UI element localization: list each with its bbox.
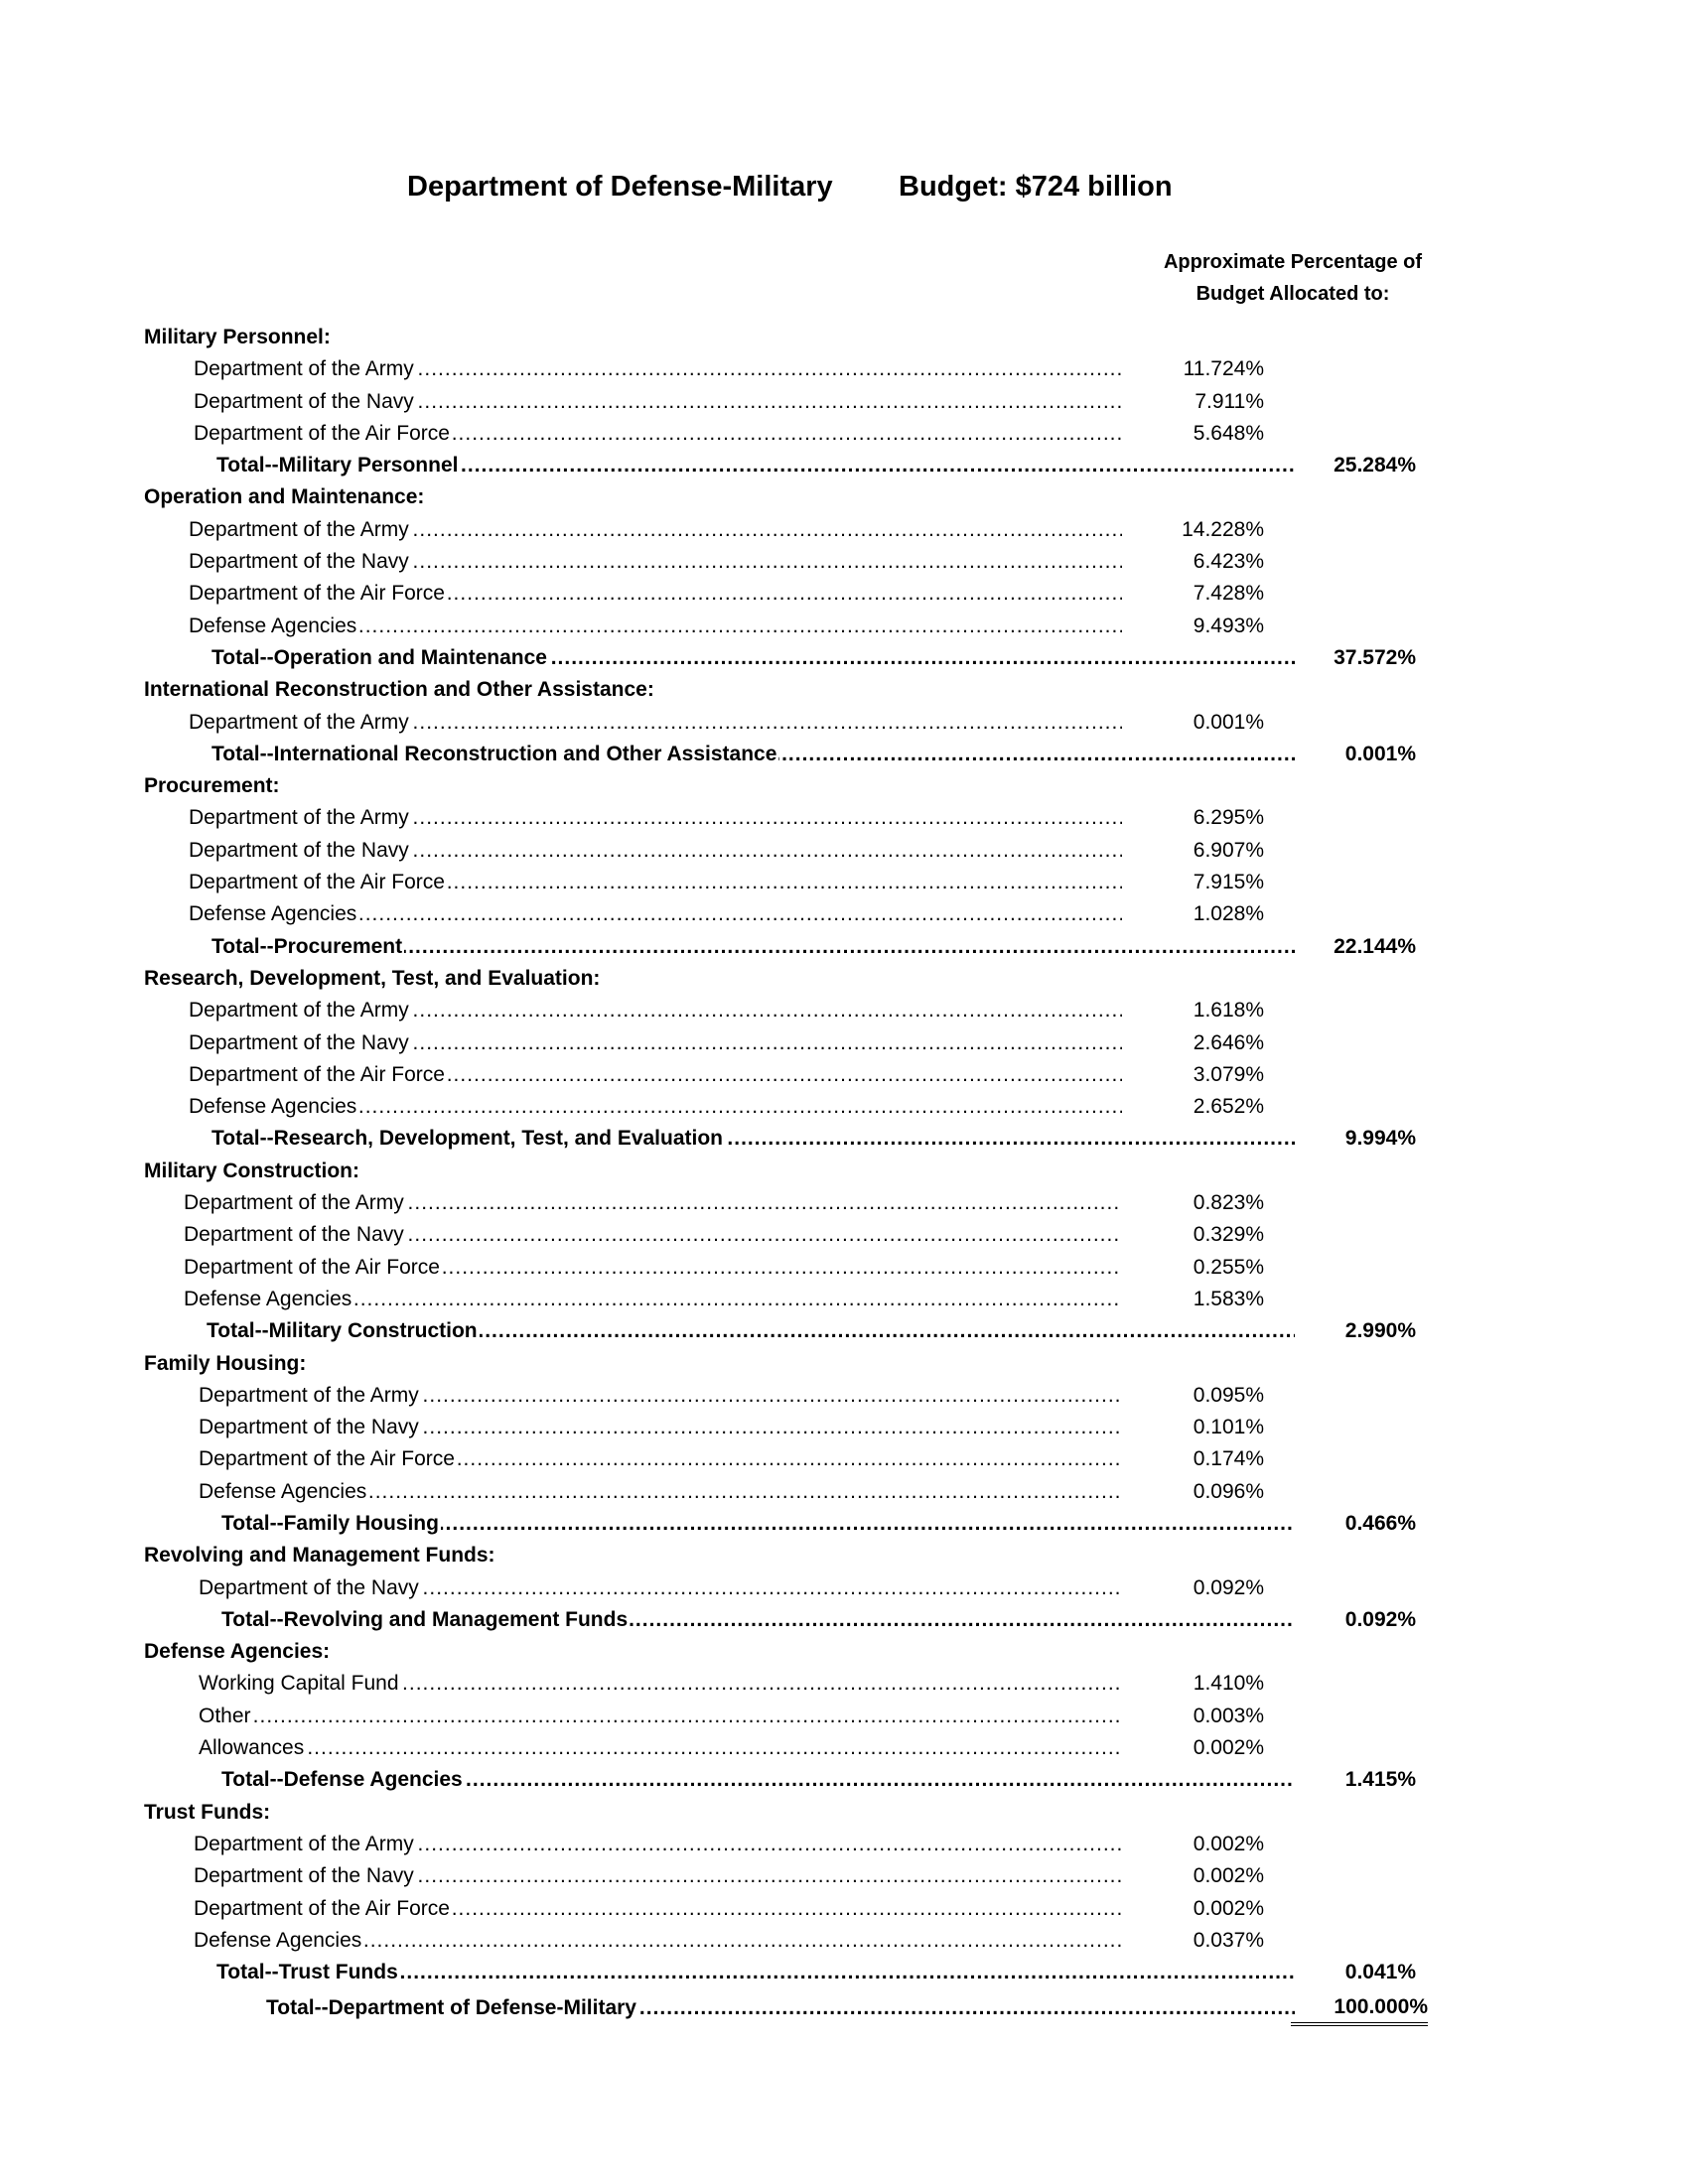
section-total-value: 37.572% [1334, 645, 1416, 669]
line-item-label [189, 898, 1122, 930]
line-item-label [189, 578, 1122, 610]
line-item-label [194, 1829, 1122, 1860]
line-item-percentage: 0.002% [1193, 1736, 1264, 1760]
section-heading: Procurement: [144, 774, 280, 798]
section-heading-row [0, 1348, 1688, 1380]
line-item-text: Defense Agencies [184, 1287, 352, 1310]
line-item-text: Department of the Navy [189, 1030, 409, 1054]
section-total-row [0, 931, 1688, 963]
section-total-value: 0.466% [1344, 1511, 1416, 1535]
line-item-percentage: 0.329% [1193, 1223, 1264, 1247]
line-item-text: Department of the Navy [189, 550, 409, 574]
line-item-percentage: 0.002% [1193, 1832, 1264, 1855]
line-item-percentage: 6.423% [1193, 550, 1264, 574]
section-total-value: 0.001% [1344, 742, 1416, 765]
line-item-percentage: 1.618% [1193, 999, 1264, 1023]
section-total-row [0, 1604, 1688, 1636]
line-item-row [0, 1412, 1688, 1443]
line-item-text: Department of the Navy [184, 1223, 404, 1247]
section-total-value: 0.041% [1344, 1961, 1416, 1984]
grand-total-row [0, 1992, 1688, 2024]
line-item-percentage: 6.907% [1193, 838, 1264, 862]
line-item-percentage: 7.911% [1195, 389, 1264, 413]
section-total-text: Total--Military Personnel [216, 454, 459, 478]
line-item-percentage: 2.652% [1193, 1095, 1264, 1119]
section-total-value: 2.990% [1344, 1319, 1416, 1343]
line-item-label [194, 1925, 1122, 1957]
line-item-text: Defense Agencies [194, 1928, 362, 1952]
section-heading-row [0, 963, 1688, 995]
line-item-percentage: 14.228% [1182, 517, 1264, 541]
line-item-percentage: 0.101% [1193, 1416, 1264, 1439]
line-item-label [189, 1027, 1122, 1059]
section-total-value: 9.994% [1344, 1127, 1416, 1151]
line-item-percentage: 0.092% [1193, 1575, 1264, 1599]
line-item-text: Department of the Air Force [189, 582, 445, 606]
line-item-label [189, 514, 1122, 546]
section-total-label [207, 1315, 1295, 1347]
line-item-row [0, 1219, 1688, 1251]
line-item-text: Department of the Army [199, 1383, 419, 1407]
grand-total-text: Total--Department of Defense-Military [266, 1996, 636, 2020]
section-total-row [0, 739, 1688, 770]
section-total-value: 1.415% [1344, 1768, 1416, 1792]
line-item-row [0, 1443, 1688, 1475]
line-item-text: Department of the Army [194, 357, 414, 381]
line-item-row [0, 546, 1688, 578]
section-total-text: Total--Military Construction [207, 1319, 478, 1343]
line-item-percentage: 0.174% [1193, 1447, 1264, 1471]
column-heading-line2: Budget Allocated to: [1196, 283, 1390, 305]
line-item-row [0, 578, 1688, 610]
line-item-row [0, 1925, 1688, 1957]
line-item-text: Defense Agencies [189, 1095, 357, 1119]
line-item-percentage: 0.002% [1193, 1864, 1264, 1888]
section-heading: International Reconstruction and Other Assistance: [144, 678, 654, 702]
line-item-label [199, 1701, 1122, 1732]
line-item-label [189, 835, 1122, 867]
line-item-label [199, 1380, 1122, 1412]
line-item-text: Defense Agencies [189, 614, 357, 637]
section-total-label [211, 931, 1295, 963]
budget-table [0, 322, 1688, 2025]
line-item-text: Department of the Air Force [194, 1896, 450, 1920]
line-item-text: Department of the Air Force [189, 871, 445, 894]
section-heading-row [0, 1156, 1688, 1187]
section-heading-row [0, 1636, 1688, 1668]
line-item-row [0, 1860, 1688, 1892]
section-total-label [221, 1604, 1295, 1636]
line-item-percentage: 7.915% [1193, 871, 1264, 894]
line-item-label [184, 1252, 1122, 1284]
line-item-row [0, 995, 1688, 1026]
line-item-text: Other [199, 1704, 251, 1727]
section-total-text: Total--Family Housing [221, 1511, 439, 1535]
column-heading-line1: Approximate Percentage of [1163, 251, 1423, 273]
section-total-row [0, 450, 1688, 481]
line-item-label [189, 1091, 1122, 1123]
section-total-label [216, 450, 1295, 481]
line-item-row [0, 898, 1688, 930]
line-item-percentage: 0.003% [1193, 1704, 1264, 1727]
line-item-label [199, 1443, 1122, 1475]
section-total-text: Total--Operation and Maintenance [211, 645, 547, 669]
line-item-text: Department of the Army [189, 806, 409, 830]
line-item-row [0, 1572, 1688, 1604]
line-item-label [199, 1732, 1122, 1764]
line-item-percentage: 11.724% [1183, 357, 1264, 381]
line-item-percentage: 0.001% [1193, 710, 1264, 734]
line-item-row [0, 802, 1688, 834]
line-item-row [0, 1091, 1688, 1123]
page-title: Department of Defense-Military [407, 171, 833, 203]
section-total-label [211, 1123, 1295, 1155]
line-item-text: Allowances [199, 1736, 305, 1760]
section-total-row [0, 1508, 1688, 1540]
line-item-row [0, 514, 1688, 546]
line-item-text: Department of the Army [189, 517, 409, 541]
line-item-percentage: 0.255% [1193, 1255, 1264, 1279]
section-heading-row [0, 674, 1688, 706]
line-item-text: Defense Agencies [189, 902, 357, 926]
line-item-text: Department of the Air Force [199, 1447, 455, 1471]
line-item-percentage: 6.295% [1193, 806, 1264, 830]
section-total-value: 22.144% [1334, 934, 1416, 958]
section-total-label [211, 642, 1295, 674]
line-item-row [0, 1380, 1688, 1412]
grand-total-label [266, 1992, 1295, 2024]
line-item-text: Department of the Army [184, 1191, 404, 1215]
line-item-label [189, 995, 1122, 1026]
line-item-label [189, 1059, 1122, 1091]
line-item-row [0, 707, 1688, 739]
section-heading: Family Housing: [144, 1351, 307, 1375]
line-item-text: Department of the Navy [199, 1575, 419, 1599]
section-heading: Operation and Maintenance: [144, 485, 425, 509]
line-item-text: Defense Agencies [199, 1479, 367, 1503]
line-item-label [184, 1284, 1122, 1315]
section-total-label [211, 739, 1295, 770]
line-item-text: Department of the Army [194, 1832, 414, 1855]
line-item-row [0, 1027, 1688, 1059]
line-item-row [0, 1476, 1688, 1508]
line-item-row [0, 867, 1688, 898]
column-heading [1114, 246, 1472, 310]
line-item-percentage: 0.823% [1193, 1191, 1264, 1215]
section-total-text: Total--Trust Funds [216, 1961, 398, 1984]
line-item-label [199, 1412, 1122, 1443]
section-heading-row [0, 770, 1688, 802]
section-heading: Research, Development, Test, and Evaluation: [144, 966, 601, 990]
section-total-row [0, 1764, 1688, 1796]
line-item-row [0, 1059, 1688, 1091]
section-total-text: Total--International Reconstruction and Other Assistance [211, 742, 777, 765]
line-item-row [0, 1252, 1688, 1284]
line-item-percentage: 0.096% [1193, 1479, 1264, 1503]
line-item-label [199, 1572, 1122, 1604]
line-item-label [199, 1668, 1122, 1700]
section-total-label [216, 1957, 1295, 1988]
line-item-text: Department of the Navy [194, 389, 414, 413]
line-item-label [189, 802, 1122, 834]
budget-amount: Budget: $724 billion [899, 171, 1173, 203]
line-item-text: Department of the Army [189, 710, 409, 734]
line-item-percentage: 5.648% [1193, 421, 1264, 445]
section-heading: Defense Agencies: [144, 1640, 331, 1664]
section-total-row [0, 1957, 1688, 1988]
line-item-percentage: 7.428% [1193, 582, 1264, 606]
section-total-text: Total--Defense Agencies [221, 1768, 463, 1792]
line-item-row [0, 1893, 1688, 1925]
section-heading: Revolving and Management Funds: [144, 1544, 495, 1568]
section-total-label [221, 1508, 1295, 1540]
section-total-text: Total--Revolving and Management Funds [221, 1607, 629, 1631]
section-total-value: 0.092% [1344, 1607, 1416, 1631]
line-item-text: Department of the Air Force [189, 1062, 445, 1086]
section-total-label [221, 1764, 1295, 1796]
grand-total-value: 100.000% [1291, 1992, 1428, 2026]
section-heading-row [0, 481, 1688, 513]
section-heading-row [0, 1797, 1688, 1829]
line-item-label [189, 546, 1122, 578]
section-heading-row [0, 322, 1688, 353]
line-item-percentage: 1.410% [1193, 1672, 1264, 1696]
section-total-text: Total--Procurement [211, 934, 403, 958]
line-item-label [189, 707, 1122, 739]
line-item-percentage: 1.028% [1193, 902, 1264, 926]
section-total-text: Total--Research, Development, Test, and Evaluation [211, 1127, 724, 1151]
line-item-text: Working Capital Fund [199, 1672, 399, 1696]
line-item-label [184, 1219, 1122, 1251]
line-item-label [189, 867, 1122, 898]
section-heading: Military Personnel: [144, 326, 331, 348]
line-item-text: Department of the Air Force [184, 1255, 440, 1279]
line-item-label [194, 353, 1122, 385]
line-item-label [184, 1187, 1122, 1219]
line-item-text: Department of the Navy [194, 1864, 414, 1888]
line-item-row [0, 835, 1688, 867]
line-item-label [194, 386, 1122, 418]
section-total-row [0, 1315, 1688, 1347]
line-item-label [199, 1476, 1122, 1508]
line-item-row [0, 1732, 1688, 1764]
line-item-row [0, 1284, 1688, 1315]
section-heading-row [0, 1540, 1688, 1571]
line-item-text: Department of the Navy [199, 1416, 419, 1439]
line-item-label [194, 418, 1122, 450]
line-item-row [0, 1829, 1688, 1860]
line-item-row [0, 611, 1688, 642]
line-item-text: Department of the Navy [189, 838, 409, 862]
section-heading: Military Construction: [144, 1159, 360, 1182]
line-item-row [0, 1701, 1688, 1732]
line-item-row [0, 1668, 1688, 1700]
section-total-row [0, 642, 1688, 674]
section-heading: Trust Funds: [144, 1800, 271, 1824]
line-item-row [0, 386, 1688, 418]
line-item-text: Department of the Army [189, 999, 409, 1023]
line-item-percentage: 0.095% [1193, 1383, 1264, 1407]
line-item-row [0, 353, 1688, 385]
line-item-percentage: 1.583% [1193, 1287, 1264, 1310]
line-item-row [0, 1187, 1688, 1219]
section-total-row [0, 1123, 1688, 1155]
line-item-label [194, 1860, 1122, 1892]
line-item-text: Department of the Air Force [194, 421, 450, 445]
line-item-percentage: 9.493% [1193, 614, 1264, 637]
line-item-label [194, 1893, 1122, 1925]
line-item-percentage: 2.646% [1193, 1030, 1264, 1054]
line-item-percentage: 0.037% [1193, 1928, 1264, 1952]
section-total-value: 25.284% [1334, 454, 1416, 478]
line-item-percentage: 0.002% [1193, 1896, 1264, 1920]
line-item-percentage: 3.079% [1193, 1062, 1264, 1086]
line-item-label [189, 611, 1122, 642]
line-item-row [0, 418, 1688, 450]
